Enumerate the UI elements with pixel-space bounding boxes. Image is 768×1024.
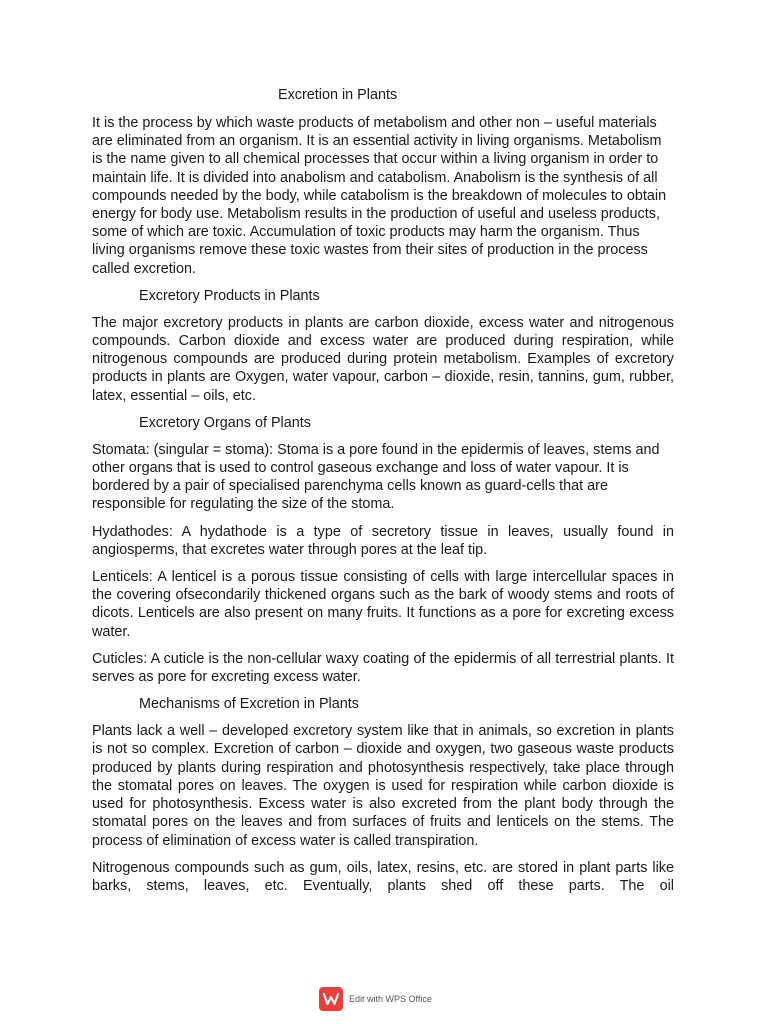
organ-text-hydathodes: : A hydathode is a type of secretory tissue in leaves, usually found in angiosperms, that excretes water through pores at the leaf tip. [92, 523, 674, 558]
organ-stomata-paragraph [92, 441, 674, 514]
document-title: Excretion in Plants [278, 87, 398, 103]
intro-paragraph: It is the process by which waste products of metabolism and other non – useful materials are eliminated from an organism. It is an essential activity in living organisms. Metabolism is the name given to all chemical processes that occur within a living organism in order to maintain life. It is divided into anabolism and catabolism. Anabolism is the synthesis of all compounds needed by the body, while catabolism is the breakdown of molecules to obtain energy for body use. Metabolism results in the production of useful and useless products, some of which are toxic. Accumulation of toxic products may harm the organism. Thus living organisms remove these toxic wastes from their sites of production in the process called excretion. [92, 115, 667, 277]
wps-footer[interactable] [319, 987, 432, 1011]
organ-term-lenticels: Lenticels [92, 569, 149, 586]
organ-text-cuticles: : A cuticle is the non-cellular waxy coating of the epidermis of all terrestrial plants. It serves as pore for excreting excess water. [92, 650, 674, 686]
wps-logo-icon [319, 987, 343, 1011]
mechanisms-paragraph-2: Nitrogenous compounds such as gum, oils, latex, resins, etc. are stored in plant parts like barks, stems, leaves, etc. Eventually, plants shed off these parts. The oil [92, 859, 674, 894]
wps-footer-label: Edit with WPS Office [349, 994, 432, 1004]
organ-text-stomata: : (singular = stoma): Stoma is a pore found in the epidermis of leaves, stems and other organs that is used to control gaseous exchange and loss of water vapour. It is bordered by a pair of specialised parenchyma cells known as guard-cells that are responsible for regulating the size of the stoma. [92, 441, 660, 513]
organ-hydathodes-paragraph [92, 523, 674, 559]
products-paragraph: The major excretory products in plants are carbon dioxide, excess water and nitrogenous compounds. Carbon dioxide and excess water are produced during respiration, while nitrogenous compounds are produced during protein metabolism. Examples of excretory products in plants are Oxygen, water vapour, carbon – dioxide, resin, tannins, gum, rubber, latex, essential – oils, etc. [92, 314, 674, 404]
document-page [92, 86, 674, 904]
organ-term-hydathodes: Hydathodes [92, 523, 169, 540]
section-heading-products: Excretory Products in Plants [139, 287, 320, 304]
section-heading-organs: Excretory Organs of Plants [139, 414, 311, 431]
organ-term-stomata: Stomata [92, 441, 146, 458]
mechanisms-paragraph-1: Plants lack a well – developed excretory system like that in animals, so excretion in plants is not so complex. Excretion of carbon – dioxide and oxygen, two gaseous waste products produced by plants during respiration and photosynthesis respectively, take place through the stomatal pores on leaves. The oxygen is used for respiration while carbon dioxide is used for photosynthesis. Excess water is also excreted from the plant body through the stomatal pores on the leaves and from surfaces of fruits and lenticels on the stems. The process of elimination of excess water is called transpiration. [92, 723, 674, 849]
organ-cuticles-paragraph [92, 650, 674, 686]
section-heading-mechanisms: Mechanisms of Excretion in Plants [139, 696, 359, 713]
organ-term-cuticles: Cuticles [92, 650, 144, 667]
organ-lenticels-paragraph [92, 568, 674, 641]
organ-text-lenticels: : A lenticel is a porous tissue consisting of cells with large intercellular spaces in the covering ofsecondarily thickened organs such as the bark of woody stems and roots of dicots. Lenticels are also present on many fruits. It functions as a pore for excreting excess water. [92, 569, 674, 640]
